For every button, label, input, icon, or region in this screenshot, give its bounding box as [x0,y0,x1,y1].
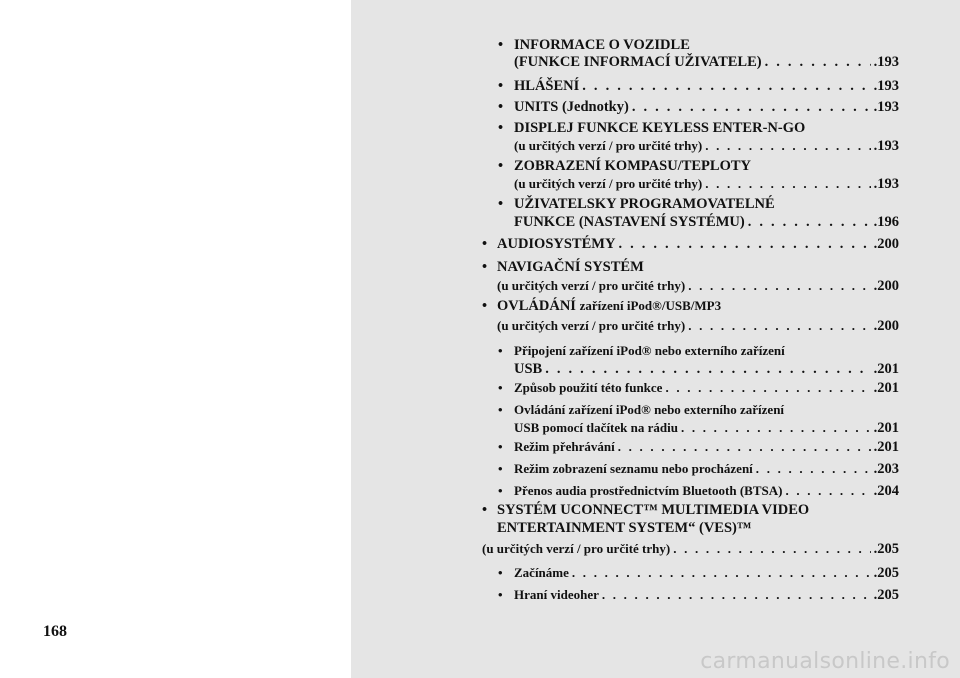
toc-entry-title: DISPLEJ FUNKCE KEYLESS ENTER-N-GO [514,120,806,136]
page-ref: .193 [873,78,899,94]
toc-entry-title: HLÁŠENÍ [514,78,580,94]
leader-dots [705,175,870,193]
bullet: • [498,78,504,94]
leader-dots [681,419,871,437]
bullet: • [498,565,503,580]
toc-entry-title: Připojení zařízení iPod® nebo externího zařízení [514,343,785,358]
page-ref: .193 [873,138,899,154]
page-ref: .200 [873,236,899,252]
bullet: • [498,343,503,358]
bullet: • [498,483,503,498]
page-ref: .201 [873,439,899,455]
toc-entry-title: Způsob použití této funkce [514,380,663,395]
bullet: • [482,298,488,314]
leader-dots [756,460,871,478]
page-ref: .193 [873,99,899,115]
bullet: • [498,380,503,395]
leader-dots [618,235,870,253]
right-page [351,0,960,678]
left-page [0,0,351,678]
toc-entry-title: Přenos audia prostřednictvím Bluetooth (BTSA) [514,483,783,498]
leader-dots [632,98,871,116]
toc-entry-title: INFORMACE O VOZIDLE [514,37,690,53]
toc-entry-title: SYSTÉM UCONNECT™ MULTIMEDIA VIDEO [497,502,810,518]
page-ref: .193 [873,176,899,192]
toc-entry-title: ZOBRAZENÍ KOMPASU/TEPLOTY [514,158,751,174]
toc-entry-subtitle: USB [514,361,543,377]
bullet: • [498,120,504,136]
leader-dots [748,213,871,231]
leader-dots [545,360,870,378]
leader-dots [665,379,870,397]
page-ref: .204 [873,483,899,499]
toc-entry-title: OVLÁDÁNÍ [497,298,576,314]
toc-entry-subtitle: (u určitých verzí / pro určité trhy) [514,176,703,191]
page-ref: .200 [873,318,899,334]
bullet: • [482,259,488,275]
toc-entry-title: Hraní videoher [514,587,599,602]
page-ref: .205 [873,565,899,581]
page-ref: .205 [873,541,899,557]
leader-dots [572,564,871,582]
page-ref: .200 [873,278,899,294]
bullet: • [498,196,504,212]
page-number: 168 [43,623,67,640]
toc-entry-subtitle: (u určitých verzí / pro určité trhy) [497,278,686,293]
leader-dots [705,137,870,155]
toc-entry-title-line2: ENTERTAINMENT SYSTEM“ (VES)™ [497,520,752,536]
toc-entry-title: Ovládání zařízení iPod® nebo externího zařízení [514,402,785,417]
leader-dots [688,277,870,295]
toc-entry-title: AUDIOSYSTÉMY [497,236,616,252]
bullet: • [498,99,504,115]
page-ref: .205 [873,587,899,603]
toc-entry-subtitle: USB pomocí tlačítek na rádiu [514,420,678,435]
bullet: • [498,158,504,174]
bullet: • [498,402,503,417]
toc-entry-title: Režim zobrazení seznamu nebo procházení [514,461,753,476]
toc-entry-title: Režim přehrávání [514,439,615,454]
toc-entry-title-suffix: zařízení iPod®/USB/MP3 [579,298,722,313]
bullet: • [498,439,503,454]
watermark: carmanualsonline.info [700,649,950,674]
page-ref: .193 [873,54,899,70]
toc-entry-title: NAVIGAČNÍ SYSTÉM [497,259,644,275]
toc-entry-title: Začínáme [514,565,569,580]
bullet: • [498,587,503,602]
toc-entry-subtitle: (FUNKCE INFORMACÍ UŽIVATELE) [514,54,762,70]
toc-entry-subtitle: (u určitých verzí / pro určité trhy) [514,138,703,153]
table-of-contents [351,0,960,678]
page-ref: .201 [873,380,899,396]
page-ref: .201 [873,361,899,377]
leader-dots [785,482,870,500]
page-ref: .196 [873,214,899,230]
toc-entry-subtitle: (u určitých verzí / pro určité trhy) [482,541,671,556]
page-ref: .201 [873,420,899,436]
leader-dots [765,53,871,71]
toc-entry-subtitle: FUNKCE (NASTAVENÍ SYSTÉMU) [514,214,745,230]
leader-dots [688,317,870,335]
bullet: • [482,236,488,252]
bullet: • [498,461,503,476]
leader-dots [602,586,871,604]
leader-dots [618,438,871,456]
toc-entry-title: UNITS (Jednotky) [514,99,629,115]
bullet: • [498,37,504,53]
leader-dots [673,540,870,558]
page-ref: .203 [873,461,899,477]
toc-entry-title: UŽIVATELSKY PROGRAMOVATELNÉ [514,196,775,212]
toc-entry-subtitle: (u určitých verzí / pro určité trhy) [497,318,686,333]
leader-dots [582,77,870,95]
bullet: • [482,502,488,518]
